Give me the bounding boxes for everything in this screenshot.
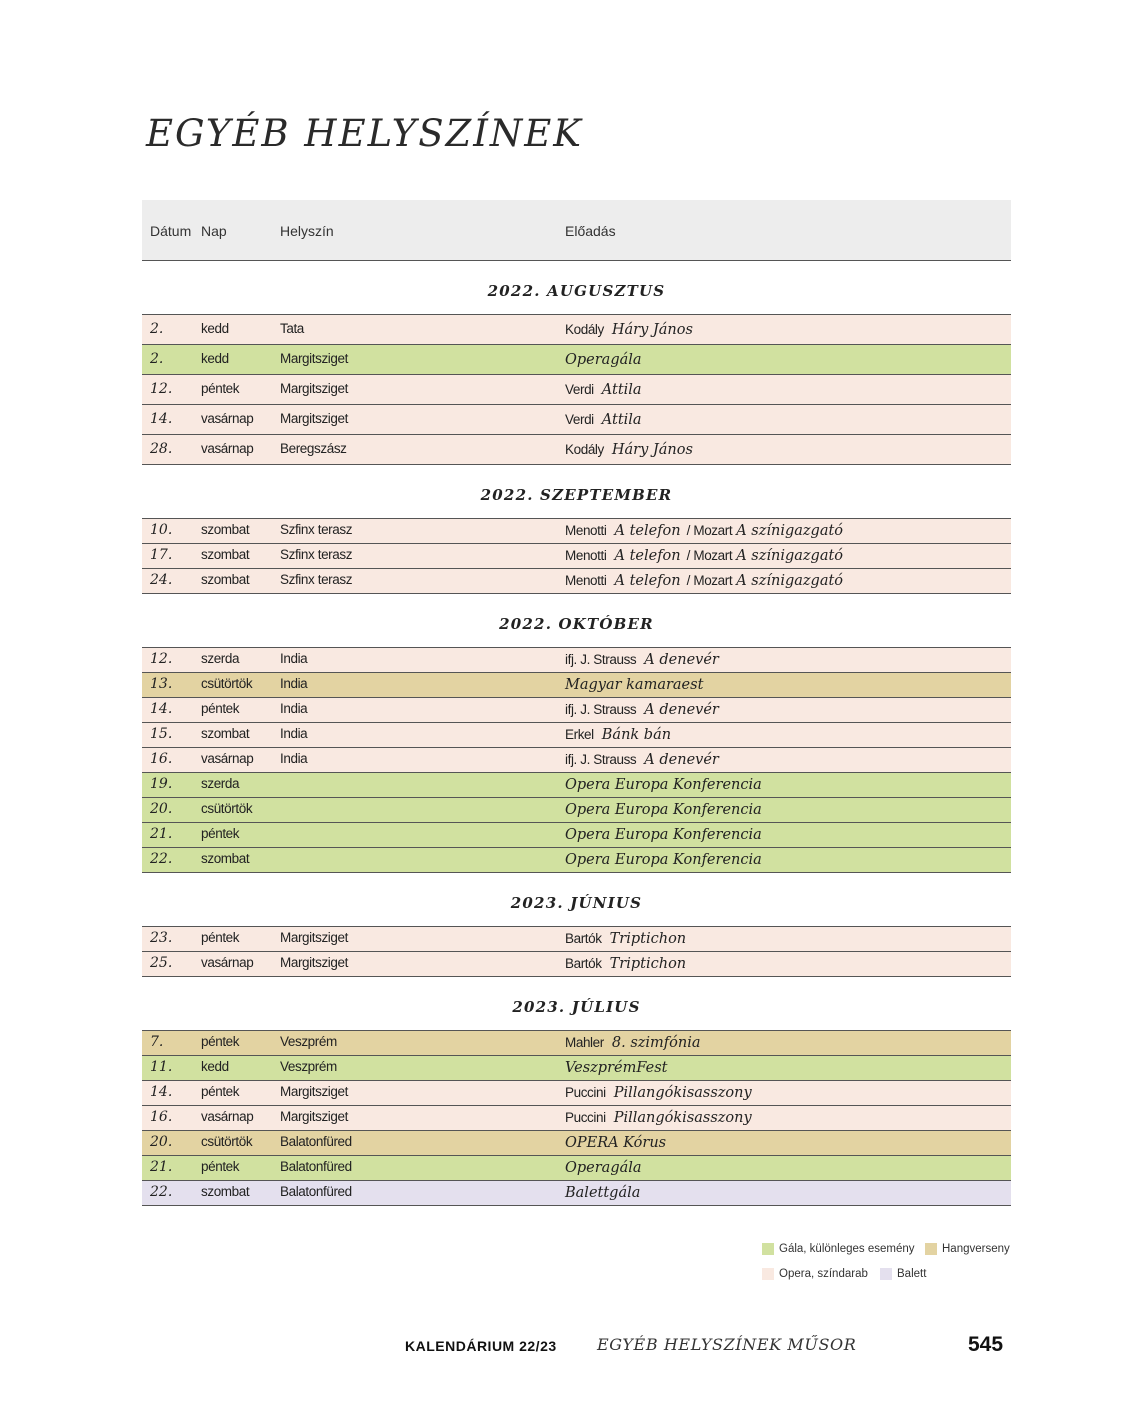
- table-row: [142, 544, 1011, 569]
- legend-item-ballet: [880, 1268, 926, 1280]
- cell-show: [565, 547, 843, 564]
- cell-place: Margitsziget: [280, 411, 348, 426]
- table-row: [142, 952, 1011, 977]
- cell-show: [565, 381, 642, 398]
- cell-show: [565, 572, 843, 589]
- cell-show: [565, 651, 719, 668]
- cell-place: Margitsziget: [280, 351, 348, 366]
- table-row: [142, 698, 1011, 723]
- work-title: A telefon: [614, 523, 681, 539]
- legend-swatch-concert: [925, 1243, 937, 1255]
- composer: / Mozart: [686, 523, 733, 538]
- cell-place: India: [280, 726, 308, 741]
- cell-date: 17.: [150, 547, 173, 563]
- page-title: EGYÉB HELYSZÍNEK: [146, 112, 583, 155]
- composer: Mahler: [565, 1035, 604, 1050]
- cell-day: péntek: [201, 1084, 240, 1099]
- table-row: [142, 1181, 1011, 1206]
- month-heading: 2022. AUGUSZTUS: [142, 261, 1011, 315]
- table-row: [142, 375, 1011, 405]
- composer: / Mozart: [686, 573, 733, 588]
- cell-date: 11.: [150, 1059, 173, 1075]
- cell-day: péntek: [201, 701, 240, 716]
- work-title: Opera Europa Konferencia: [565, 827, 762, 843]
- table-row: [142, 315, 1011, 345]
- composer: Kodály: [565, 322, 604, 337]
- cell-date: 10.: [150, 522, 173, 538]
- cell-day: szombat: [201, 522, 250, 537]
- cell-place: India: [280, 651, 308, 666]
- table-row: [142, 798, 1011, 823]
- work-title: A denevér: [644, 702, 719, 718]
- cell-show: [565, 1109, 752, 1126]
- cell-date: 24.: [150, 572, 173, 588]
- cell-place: Margitsziget: [280, 1109, 348, 1124]
- cell-date: 16.: [150, 1109, 173, 1125]
- work-title: Opera Europa Konferencia: [565, 802, 762, 818]
- legend-label-ballet: Balett: [897, 1268, 927, 1280]
- cell-place: Margitsziget: [280, 930, 348, 945]
- work-title: Triptichon: [609, 956, 687, 972]
- cell-place: Veszprém: [280, 1059, 337, 1074]
- cell-date: 2.: [150, 321, 164, 337]
- header-day: Nap: [201, 223, 227, 239]
- table-row: [142, 1131, 1011, 1156]
- composer: ifj. J. Strauss: [565, 702, 637, 717]
- work-title: Pillangókisasszony: [613, 1085, 752, 1101]
- cell-show: [565, 701, 719, 718]
- legend-swatch-gala: [762, 1243, 774, 1255]
- cell-date: 23.: [150, 930, 173, 946]
- cell-place: Szfinx terasz: [280, 522, 353, 537]
- cell-date: 20.: [150, 801, 173, 817]
- header-place: Helyszín: [280, 223, 334, 239]
- page-number: 545: [968, 1333, 1004, 1356]
- composer: Menotti: [565, 548, 607, 563]
- table-row: [142, 435, 1011, 465]
- cell-date: 2.: [150, 351, 164, 367]
- footer-section: EGYÉB HELYSZÍNEK MŰSOR: [597, 1335, 857, 1354]
- table-row: [142, 1106, 1011, 1131]
- composer: Kodály: [565, 442, 604, 457]
- work-title: A denevér: [644, 652, 719, 668]
- cell-show: [565, 1134, 666, 1151]
- cell-day: péntek: [201, 930, 240, 945]
- table-row: [142, 927, 1011, 952]
- composer: Bartók: [565, 956, 602, 971]
- cell-day: péntek: [201, 1159, 240, 1174]
- composer: ifj. J. Strauss: [565, 752, 637, 767]
- cell-day: vasárnap: [201, 441, 254, 456]
- table-row: [142, 823, 1011, 848]
- work-title: A színigazgató: [736, 573, 844, 589]
- cell-show: [565, 930, 686, 947]
- cell-place: Veszprém: [280, 1034, 337, 1049]
- cell-date: 14.: [150, 701, 173, 717]
- composer: Verdi: [565, 412, 594, 427]
- legend-label-concert: Hangverseny: [942, 1243, 1010, 1255]
- cell-day: péntek: [201, 1034, 240, 1049]
- cell-show: [565, 1159, 642, 1176]
- composer: ifj. J. Strauss: [565, 652, 637, 667]
- table-row: [142, 1056, 1011, 1081]
- work-title: Opera Europa Konferencia: [565, 852, 762, 868]
- cell-show: [565, 826, 762, 843]
- work-title: Magyar kamaraest: [565, 677, 704, 693]
- cell-place: India: [280, 676, 308, 691]
- cell-date: 25.: [150, 955, 173, 971]
- work-title: A telefon: [614, 548, 681, 564]
- footer-brand: KALENDÁRIUM 22/23: [405, 1338, 557, 1354]
- cell-day: csütörtök: [201, 801, 253, 816]
- work-title: A denevér: [644, 752, 719, 768]
- cell-show: [565, 1059, 667, 1076]
- cell-day: szombat: [201, 572, 250, 587]
- cell-day: szombat: [201, 547, 250, 562]
- work-title: OPERA Kórus: [565, 1135, 667, 1151]
- cell-show: [565, 851, 762, 868]
- cell-day: szombat: [201, 726, 250, 741]
- cell-show: [565, 1084, 752, 1101]
- cell-day: vasárnap: [201, 955, 254, 970]
- cell-show: [565, 726, 671, 743]
- cell-date: 19.: [150, 776, 173, 792]
- legend-label-opera: Opera, színdarab: [779, 1268, 868, 1280]
- cell-date: 12.: [150, 381, 173, 397]
- cell-day: szombat: [201, 851, 250, 866]
- work-title: Operagála: [565, 1160, 642, 1176]
- work-title: Háry János: [611, 442, 693, 458]
- schedule-table: [142, 200, 1011, 1206]
- cell-show: [565, 776, 762, 793]
- table-row: [142, 345, 1011, 375]
- month-heading: 2023. JÚNIUS: [142, 873, 1011, 927]
- table-row: [142, 405, 1011, 435]
- cell-place: Balatonfüred: [280, 1184, 352, 1199]
- cell-place: Szfinx terasz: [280, 547, 353, 562]
- cell-day: kedd: [201, 321, 229, 336]
- cell-date: 21.: [150, 1159, 173, 1175]
- cell-date: 22.: [150, 851, 173, 867]
- header-date: Dátum: [150, 223, 192, 239]
- cell-show: [565, 351, 642, 368]
- cell-day: kedd: [201, 1059, 229, 1074]
- composer: Puccini: [565, 1085, 606, 1100]
- legend-item-concert: [925, 1243, 1010, 1255]
- table-body: [142, 261, 1011, 1206]
- legend-label-gala: Gála, különleges esemény: [779, 1243, 915, 1255]
- legend-swatch-opera: [762, 1268, 774, 1280]
- work-title: Balettgála: [565, 1185, 641, 1201]
- cell-date: 28.: [150, 441, 173, 457]
- month-heading: 2022. OKTÓBER: [142, 594, 1011, 648]
- composer: Menotti: [565, 523, 607, 538]
- legend-item-gala: [762, 1243, 915, 1255]
- month-heading: 2022. SZEPTEMBER: [142, 465, 1011, 519]
- cell-day: csütörtök: [201, 1134, 253, 1149]
- cell-place: Margitsziget: [280, 381, 348, 396]
- cell-date: 20.: [150, 1134, 173, 1150]
- table-row: [142, 648, 1011, 673]
- composer: Menotti: [565, 573, 607, 588]
- table-row: [142, 748, 1011, 773]
- table-row: [142, 673, 1011, 698]
- cell-show: [565, 676, 703, 693]
- cell-show: [565, 321, 693, 338]
- work-title: Háry János: [611, 322, 693, 338]
- table-row: [142, 1081, 1011, 1106]
- cell-day: vasárnap: [201, 751, 254, 766]
- cell-day: vasárnap: [201, 411, 254, 426]
- cell-date: 22.: [150, 1184, 173, 1200]
- month-heading: 2023. JÚLIUS: [142, 977, 1011, 1031]
- cell-day: szerda: [201, 651, 240, 666]
- cell-place: Balatonfüred: [280, 1159, 352, 1174]
- table-row: [142, 1156, 1011, 1181]
- work-title: 8. szimfónia: [611, 1035, 701, 1051]
- cell-date: 15.: [150, 726, 173, 742]
- cell-date: 13.: [150, 676, 173, 692]
- cell-day: csütörtök: [201, 676, 253, 691]
- page-footer: [0, 1334, 1123, 1364]
- table-row: [142, 1031, 1011, 1056]
- table-row: [142, 848, 1011, 873]
- legend-item-opera: [762, 1268, 868, 1280]
- table-header: [142, 200, 1011, 261]
- cell-date: 14.: [150, 411, 173, 427]
- cell-place: Szfinx terasz: [280, 572, 353, 587]
- cell-show: [565, 751, 719, 768]
- work-title: Attila: [601, 412, 642, 428]
- cell-show: [565, 1034, 701, 1051]
- table-row: [142, 773, 1011, 798]
- work-title: Attila: [601, 382, 642, 398]
- cell-place: India: [280, 751, 308, 766]
- cell-show: [565, 441, 693, 458]
- cell-place: Margitsziget: [280, 955, 348, 970]
- cell-date: 14.: [150, 1084, 173, 1100]
- legend-swatch-ballet: [880, 1268, 892, 1280]
- cell-day: szerda: [201, 776, 240, 791]
- cell-place: Balatonfüred: [280, 1134, 352, 1149]
- work-title: Pillangókisasszony: [613, 1110, 752, 1126]
- cell-date: 12.: [150, 651, 173, 667]
- cell-date: 7.: [150, 1034, 164, 1050]
- cell-day: szombat: [201, 1184, 250, 1199]
- cell-date: 21.: [150, 826, 173, 842]
- cell-show: [565, 522, 843, 539]
- table-row: [142, 569, 1011, 594]
- composer: Erkel: [565, 727, 594, 742]
- cell-show: [565, 411, 642, 428]
- work-title: VeszprémFest: [565, 1060, 668, 1076]
- work-title: Operagála: [565, 352, 642, 368]
- cell-day: vasárnap: [201, 1109, 254, 1124]
- work-title: A színigazgató: [736, 548, 844, 564]
- header-show: Előadás: [565, 223, 616, 239]
- composer: / Mozart: [686, 548, 733, 563]
- work-title: Triptichon: [609, 931, 687, 947]
- cell-place: Tata: [280, 321, 304, 336]
- work-title: A színigazgató: [736, 523, 844, 539]
- cell-day: péntek: [201, 826, 240, 841]
- cell-place: India: [280, 701, 308, 716]
- table-row: [142, 519, 1011, 544]
- cell-place: Margitsziget: [280, 1084, 348, 1099]
- work-title: Opera Europa Konferencia: [565, 777, 762, 793]
- work-title: Bánk bán: [601, 727, 672, 743]
- work-title: A telefon: [614, 573, 681, 589]
- composer: Bartók: [565, 931, 602, 946]
- composer: Puccini: [565, 1110, 606, 1125]
- cell-show: [565, 1184, 640, 1201]
- composer: Verdi: [565, 382, 594, 397]
- table-row: [142, 723, 1011, 748]
- cell-show: [565, 801, 762, 818]
- cell-day: péntek: [201, 381, 240, 396]
- cell-show: [565, 955, 686, 972]
- cell-place: Beregszász: [280, 441, 347, 456]
- cell-date: 16.: [150, 751, 173, 767]
- cell-day: kedd: [201, 351, 229, 366]
